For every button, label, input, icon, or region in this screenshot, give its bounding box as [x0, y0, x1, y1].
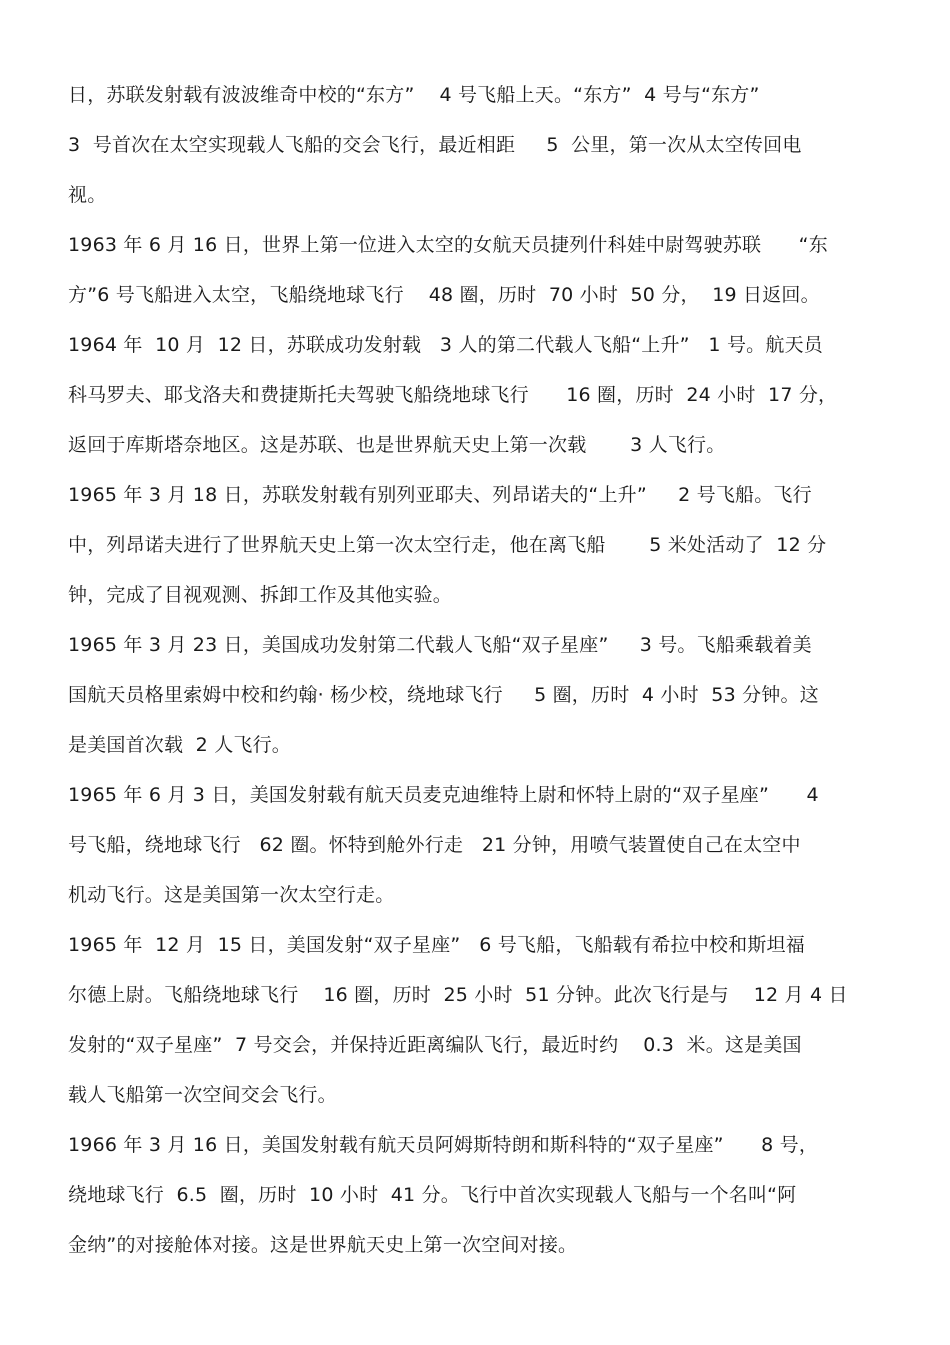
text-line: 中，列昂诺夫进行了世界航天史上第一次太空行走，他在离飞船 5 米处活动了 12 分 — [68, 534, 827, 556]
text-line: 号飞船，绕地球飞行 62 圈。怀特到舱外行走 21 分钟，用喷气装置使自己在太空中 — [68, 834, 801, 856]
text-line: 视。 — [68, 184, 107, 206]
text-line: 1965 年 12 月 15 日，美国发射“双子星座” 6 号飞船，飞船载有希拉中校和斯坦福 — [68, 934, 805, 956]
text-line: 1964 年 10 月 12 日，苏联成功发射载 3 人的第二代载人飞船“上升” 1 号。航天员 — [68, 334, 823, 356]
text-line: 载人飞船第一次空间交会飞行。 — [68, 1084, 337, 1106]
text-line: 1965 年 3 月 23 日，美国成功发射第二代载人飞船“双子星座” 3 号。飞船乘载着美 — [68, 634, 812, 656]
text-line: 绕地球飞行 6.5 圈，历时 10 小时 41 分。飞行中首次实现载人飞船与一个名叫“阿 — [68, 1184, 797, 1206]
text-line: 金纳”的对接舱体对接。这是世界航天史上第一次空间对接。 — [68, 1234, 578, 1256]
text-line: 返回于库斯塔奈地区。这是苏联、也是世界航天史上第一次载 3 人飞行。 — [68, 434, 726, 456]
text-line: 机动飞行。这是美国第一次太空行走。 — [68, 884, 395, 906]
text-line: 方”6 号飞船进入太空，飞船绕地球飞行 48 圈，历时 70 小时 50 分， 19 日返回。 — [68, 284, 820, 306]
text-line: 1966 年 3 月 16 日，美国发射载有航天员阿姆斯特朗和斯科特的“双子星座” 8 号， — [68, 1134, 819, 1156]
text-line: 1965 年 6 月 3 日，美国发射载有航天员麦克迪维特上尉和怀特上尉的“双子星座” 4 — [68, 784, 819, 806]
text-line: 发射的“双子星座” 7 号交会，并保持近距离编队飞行，最近时约 0.3 米。这是美国 — [68, 1034, 802, 1056]
text-line: 1965 年 3 月 18 日，苏联发射载有别列亚耶夫、列昂诺夫的“上升” 2 号飞船。飞行 — [68, 484, 812, 506]
text-line: 日，苏联发射载有波波维奇中校的“东方” 4 号飞船上天。“东方” 4 号与“东方” — [68, 84, 760, 106]
text-line: 1963 年 6 月 16 日，世界上第一位进入太空的女航天员捷列什科娃中尉驾驶苏联 “东 — [68, 234, 828, 256]
text-line: 尔德上尉。飞船绕地球飞行 16 圈，历时 25 小时 51 分钟。此次飞行是与 12 月 4 日 — [68, 984, 848, 1006]
text-line: 3 号首次在太空实现载人飞船的交会飞行，最近相距 5 公里，第一次从太空传回电 — [68, 134, 802, 156]
text-line: 钟，完成了目视观测、拆卸工作及其他实验。 — [68, 584, 453, 606]
text-line: 是美国首次载 2 人飞行。 — [68, 734, 292, 756]
text-line: 科马罗夫、耶戈洛夫和费捷斯托夫驾驶飞船绕地球飞行 16 圈，历时 24 小时 17 分， — [68, 384, 838, 406]
text-line: 国航天员格里索姆中校和约翰· 杨少校，绕地球飞行 5 圈，历时 4 小时 53 分钟。这 — [68, 684, 819, 706]
